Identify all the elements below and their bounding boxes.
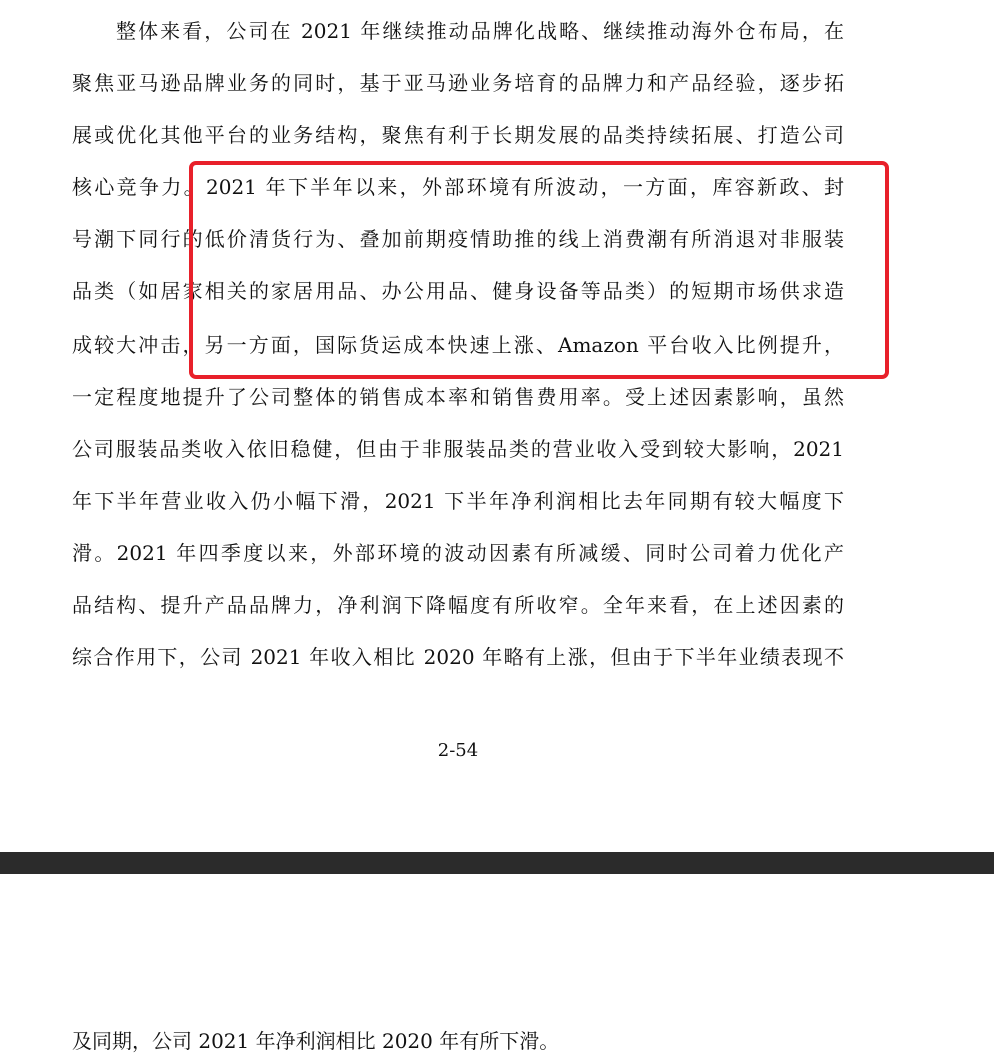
paragraph-line-6: 品类（如居家相关的家居用品、办公用品、健身设备等品类）的短期市场供求造: [72, 279, 844, 303]
paragraph-line-3: 展或优化其他平台的业务结构，聚焦有利于长期发展的品类持续拓展、打造公司: [72, 123, 844, 147]
paragraph-line-5: 号潮下同行的低价清货行为、叠加前期疫情助推的线上消费潮有所消退对非服装: [72, 227, 844, 251]
paragraph-line-10: 年下半年营业收入仍小幅下滑，2021 下半年净利润相比去年同期有较大幅度下: [72, 489, 844, 513]
paragraph-line-12: 品结构、提升产品品牌力，净利润下降幅度有所收窄。全年来看，在上述因素的: [72, 593, 844, 617]
paragraph-line-4: 核心竞争力。2021 年下半年以来，外部环境有所波动，一方面，库容新政、封: [72, 175, 844, 199]
next-page-line: 及同期，公司 2021 年净利润相比 2020 年有所下滑。: [72, 1029, 560, 1053]
paragraph-line-13: 综合作用下，公司 2021 年收入相比 2020 年略有上涨，但由于下半年业绩表现不: [72, 645, 844, 669]
next-document-page: [0, 874, 994, 1064]
paragraph-line-9: 公司服装品类收入依旧稳健，但由于非服装品类的营业收入受到较大影响，2021: [72, 437, 844, 461]
page-number: 2-54: [437, 740, 479, 761]
page-separator: [0, 852, 994, 874]
paragraph-line-7: 成较大冲击，另一方面，国际货运成本快速上涨、Amazon 平台收入比例提升，: [72, 333, 844, 357]
paragraph-line-2: 聚焦亚马逊品牌业务的同时，基于亚马逊业务培育的品牌力和产品经验，逐步拓: [72, 71, 844, 95]
paragraph-line-8: 一定程度地提升了公司整体的销售成本率和销售费用率。受上述因素影响，虽然: [72, 385, 844, 409]
paragraph-line-1: 整体来看，公司在 2021 年继续推动品牌化战略、继续推动海外仓布局，在: [116, 19, 844, 43]
paragraph-line-11: 滑。2021 年四季度以来，外部环境的波动因素有所减缓、同时公司着力优化产: [72, 541, 844, 565]
